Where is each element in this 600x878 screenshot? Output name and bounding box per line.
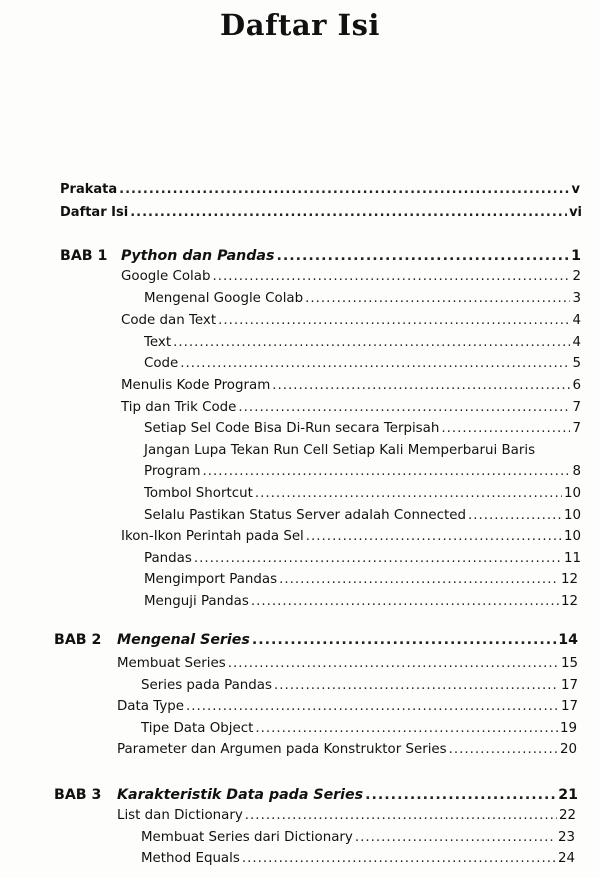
chapter-page: 1 — [571, 248, 581, 264]
leader-dots — [441, 419, 570, 439]
toc-subentry[interactable] — [144, 506, 581, 526]
leader-dots — [180, 354, 570, 374]
toc-subentry[interactable] — [141, 828, 575, 848]
toc-entry-page: 6 — [572, 378, 581, 393]
toc-entry-label: Tip dan Trik Code — [121, 400, 237, 415]
toc-entry-label: Menguji Pandas — [144, 594, 249, 609]
toc-entry-label: Tombol Shortcut — [144, 486, 253, 501]
chapter-title: Karakteristik Data pada Series — [117, 787, 364, 803]
toc-entry-page: 3 — [572, 291, 581, 306]
toc-entry-page: 24 — [557, 851, 575, 866]
leader-dots — [228, 654, 559, 674]
page-title: Daftar Isi — [220, 8, 380, 42]
toc-entry-label: List dan Dictionary — [117, 808, 243, 823]
toc-entry-label: Data Type — [117, 699, 184, 714]
chapter-title: Mengenal Series — [117, 632, 250, 648]
leader-dots — [449, 740, 558, 760]
toc-entry-label: Code dan Text — [121, 313, 217, 328]
leader-dots — [203, 462, 571, 482]
chapter-page: 21 — [558, 787, 578, 803]
toc-entry-page: 15 — [560, 656, 578, 671]
toc-entry[interactable] — [121, 376, 581, 396]
toc-entry-page: 7 — [572, 400, 581, 415]
leader-dots — [355, 828, 556, 848]
leader-dots — [276, 246, 569, 266]
chapter-page: 14 — [558, 632, 578, 648]
toc-entry[interactable] — [117, 654, 578, 674]
toc-entry-page: 20 — [559, 742, 577, 757]
toc-entry-page: 10 — [563, 508, 581, 523]
leader-dots — [130, 203, 567, 223]
toc-entry-page: 7 — [572, 421, 581, 436]
toc-entry-label: Google Colab — [121, 269, 211, 284]
leader-dots — [218, 311, 570, 331]
toc-entry-label: Tipe Data Object — [141, 721, 254, 736]
toc-entry-page: 8 — [572, 464, 581, 479]
toc-entry-page: v — [571, 182, 580, 197]
leader-dots — [173, 333, 570, 353]
leader-dots — [238, 398, 570, 418]
toc-entry-page: 11 — [563, 551, 581, 566]
toc-entry-page: 12 — [560, 594, 578, 609]
leader-dots — [252, 630, 556, 650]
leader-dots — [186, 697, 559, 717]
toc-subentry[interactable] — [144, 333, 581, 353]
toc-entry-page: 4 — [572, 335, 581, 350]
toc-entry-label: Mengimport Pandas — [144, 572, 278, 587]
toc-subentry[interactable] — [144, 419, 581, 439]
toc-entry-label: Daftar Isi — [60, 205, 129, 220]
leader-dots — [272, 376, 570, 396]
toc-entry[interactable] — [117, 697, 578, 717]
toc-entry-label: Selalu Pastikan Status Server adalah Connected — [144, 508, 467, 523]
leader-dots — [255, 484, 562, 504]
toc-chapter-2[interactable] — [117, 630, 578, 650]
leader-dots — [365, 785, 556, 805]
toc-entry-label: Program — [144, 464, 201, 479]
toc-chapter-1[interactable] — [121, 246, 581, 266]
toc-subentry[interactable] — [144, 592, 578, 612]
toc-entry-label: Setiap Sel Code Bisa Di-Run secara Terpisah — [144, 421, 440, 436]
toc-entry-label: Menulis Kode Program — [121, 378, 271, 393]
leader-dots — [255, 719, 558, 739]
toc-entry-page: 5 — [572, 356, 581, 371]
toc-entry-label: Prakata — [60, 182, 118, 197]
toc-entry-page: 19 — [559, 721, 577, 736]
toc-entry[interactable] — [121, 398, 581, 418]
toc-subentry[interactable] — [141, 849, 575, 869]
toc-subentry-line1[interactable]: Jangan Lupa Tekan Run Cell Setiap Kali Memperbarui Baris — [144, 443, 536, 458]
toc-entry[interactable] — [117, 740, 577, 760]
toc-entry[interactable] — [121, 527, 581, 547]
chapter-number: BAB 2 — [54, 632, 102, 648]
toc-entry[interactable] — [121, 311, 581, 331]
toc-entry-label: Membuat Series — [117, 656, 226, 671]
chapter-title: Python dan Pandas — [121, 248, 275, 264]
toc-entry[interactable] — [117, 806, 576, 826]
toc-entry-page: 12 — [560, 572, 578, 587]
toc-entry-page: 17 — [560, 678, 578, 693]
leader-dots — [279, 570, 559, 590]
toc-entry[interactable] — [121, 267, 581, 287]
leader-dots — [212, 267, 570, 287]
toc-entry-page: 17 — [560, 699, 578, 714]
toc-entry-page: 2 — [572, 269, 581, 284]
leader-dots — [251, 592, 559, 612]
toc-subentry[interactable] — [144, 462, 581, 482]
toc-entry-label: Pandas — [144, 551, 192, 566]
toc-subentry[interactable] — [144, 289, 581, 309]
leader-dots — [274, 676, 559, 696]
toc-entry-prakata[interactable] — [60, 180, 580, 200]
toc-entry-label: Ikon-Ikon Perintah pada Sel — [121, 529, 304, 544]
chapter-number: BAB 1 — [60, 248, 108, 264]
leader-dots — [306, 527, 562, 547]
toc-entry-page: 23 — [557, 830, 575, 845]
toc-subentry[interactable] — [144, 570, 578, 590]
toc-subentry[interactable] — [144, 484, 581, 504]
toc-entry-label: Mengenal Google Colab — [144, 291, 304, 306]
toc-entry-page: vi — [569, 205, 582, 220]
leader-dots — [245, 806, 557, 826]
toc-chapter-3[interactable] — [117, 785, 578, 805]
leader-dots — [119, 180, 569, 200]
toc-entry-label: Method Equals — [141, 851, 240, 866]
toc-subentry[interactable] — [144, 354, 581, 374]
toc-entry-daftar-isi[interactable] — [60, 203, 582, 223]
toc-entry-page: 10 — [563, 486, 581, 501]
toc-entry-label: Membuat Series dari Dictionary — [141, 830, 353, 845]
toc-entry-label: Text — [144, 335, 172, 350]
toc-entry-label: Parameter dan Argumen pada Konstruktor Series — [117, 742, 447, 757]
toc-entry-label: Series pada Pandas — [141, 678, 272, 693]
toc-entry-page: 10 — [563, 529, 581, 544]
leader-dots — [194, 549, 562, 569]
toc-subentry[interactable] — [141, 719, 577, 739]
leader-dots — [468, 506, 562, 526]
toc-subentry[interactable] — [144, 549, 581, 569]
toc-entry-label: Code — [144, 356, 179, 371]
leader-dots — [305, 289, 570, 309]
leader-dots — [242, 849, 556, 869]
chapter-number: BAB 3 — [54, 787, 102, 803]
toc-subentry[interactable] — [141, 676, 578, 696]
toc-entry-page: 22 — [558, 808, 576, 823]
toc-entry-page: 4 — [572, 313, 581, 328]
